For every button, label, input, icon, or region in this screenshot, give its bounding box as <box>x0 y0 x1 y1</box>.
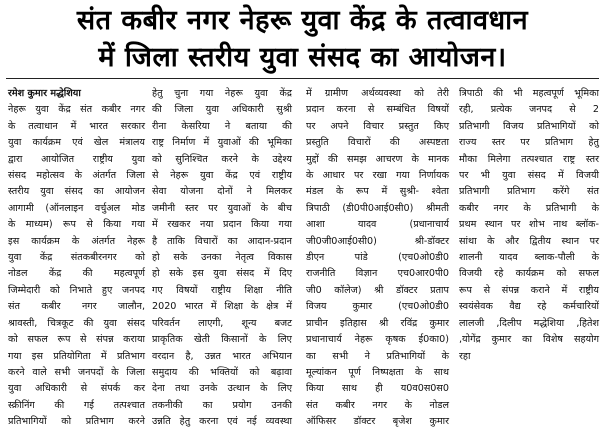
article-text-line: को सफल रूप से संपन्न कराया <box>8 334 145 346</box>
article-text-line: हो सके उनका नेतृत्व विकास <box>152 252 292 264</box>
article-text-line: प्राचीन इतिहास श्री रविंद्र कुमार <box>306 317 449 329</box>
article-text-line: प्रतिभागियों को प्रतिभाग करने <box>8 416 145 428</box>
article-text-line: रीना केसरिया ने बताया की <box>152 120 292 132</box>
article-text-line: जमीनी स्तर पर युवाओं के बीच <box>152 202 292 214</box>
article-text-line: युवा केंद्र संतकबीरनगर को <box>8 252 145 264</box>
article-text-line: में रखकर नया प्रदान किया गया <box>152 219 292 231</box>
article-column-3 <box>306 86 449 428</box>
article-column-4 <box>459 86 599 413</box>
article-text-line: कबीर नगर के प्रतिभागी के <box>459 202 599 214</box>
article-text-line: स्तरीय युवा संसद का आयोजन <box>8 186 145 198</box>
article-text-line: को सुनिश्चित करने के उद्देश्य <box>152 153 292 165</box>
article-text-line: त्रिपाठी (डी0पी0आई0सी0) श्रीमती <box>306 202 449 214</box>
article-text-line: आशा यादव (प्रधानाचार्य <box>306 219 449 231</box>
article-text-line: तकनीकी का प्रयोग उनकी <box>152 399 292 411</box>
headline-divider <box>6 78 599 79</box>
article-text-line: ऑफिसर डॉक्टर बृजेश कुमार <box>306 416 449 428</box>
article-text-line: परिवर्तन लाएगी, शून्य बजट <box>152 317 292 329</box>
article-text-line: प्रस्तुति विचारों की अस्पष्टता <box>306 137 449 149</box>
dateline: रमेश कुमार मद्धेशिया <box>8 88 81 99</box>
article-text-line: पर भी युवा संसद में विजयी <box>459 170 599 182</box>
article-text-line: प्रदान करना से सम्बंधित विषयों <box>306 104 449 116</box>
article-text-line: गए विषयों राष्ट्रीय शिक्षा नीति <box>152 284 292 296</box>
article-text-line: मंडल के रूप में सुश्री- श्वेता <box>306 186 449 198</box>
article-text-line: देना तथा उनके उत्थान के लिए <box>152 383 292 395</box>
headline-line-1: संत कबीर नगर नेहरू युवा केंद्र के तत्वावधान <box>76 5 529 36</box>
article-text-line: राजनीति विज्ञान एच0आर0पी0 <box>306 268 449 280</box>
article-text-line: करने वाले सभी जनपदों के जिला <box>8 366 145 378</box>
article-text-line: में ग्रामीण अर्थव्यवस्था को तेरी <box>306 88 449 99</box>
article-text-line: राज्य स्तर पर प्रतिभाग हेतु <box>459 137 599 149</box>
article-text-line: आगामी (ऑनलाइन वर्चुअल मोड <box>8 202 145 214</box>
article-text-line: जी0जी0आई0सी0) श्री-डॉक्टर <box>306 235 449 247</box>
article-text-line: लालजी ,दिलीप मद्धेशिया ,हितेश <box>459 317 599 329</box>
article-text-line: शालनी यादव ब्लाक-पौली के <box>459 252 599 264</box>
article-text-line: प्रथम स्थान पर शोभ नाथ ब्लॉक- <box>459 219 599 231</box>
article-column-1 <box>8 86 145 428</box>
article-column-2 <box>152 86 292 428</box>
article-text-line: इस कार्यक्रम के अंतर्गत नेहरू <box>8 235 145 247</box>
article-text-line: संसद महोत्सव के अंतर्गत जिला <box>8 170 145 182</box>
article-text-line: है ताकि विचारों का आदान-प्रदान <box>152 235 292 247</box>
article-text-line: का सभी ने प्रतिभागियों के <box>306 350 449 362</box>
article-text-line: संत कबीर नगर के नोडल <box>306 399 449 411</box>
article-text-line: ,योगेंद्र कुमार का विशेष सहयोग <box>459 334 599 346</box>
article-text-line: के माध्यम) रूप से किया गया <box>8 219 145 231</box>
article-text-line: सेवा योजना दोनों ने मिलकर <box>152 186 292 198</box>
article-text-line: नोडल केंद्र की महत्वपूर्ण <box>8 268 145 280</box>
article-text-line: उन्नति हेतु करना एवं नई व्यवस्था <box>152 416 292 428</box>
article-text-line: गया इस प्रतियोगिता में प्रतिभाग <box>8 350 145 362</box>
article-text-line: विजय कुमार (एच0ओ0डी0 <box>306 301 449 313</box>
article-text-line: मूल्यांकन पूर्ण निष्पक्षता के साथ <box>306 366 449 378</box>
article-text-line: मुद्दों की समझ आचरण के मानक <box>306 153 449 165</box>
article-text-line: विजयी रहे कार्यक्रम को सफल <box>459 268 599 280</box>
article-text-line: 2020 भारत में शिक्षा के क्षेत्र में <box>152 301 292 313</box>
article-text-line: द्वारा आयोजित राष्ट्रीय युवा <box>8 153 145 165</box>
article-text-line: के तत्वाधान में भारत सरकार <box>8 120 145 132</box>
article-text-line: त्रिपाठी की भी महत्वपूर्ण भूमिका <box>459 88 599 99</box>
headline-line-2: में जिला स्तरीय युवा संसद का आयोजन। <box>98 42 507 73</box>
article-text-line: की जिला युवा अधिकारी सुश्री <box>152 104 292 116</box>
article-text-line: रूप से संपन्न कराने में राष्ट्रीय <box>459 284 599 296</box>
article-text-line: से नेहरू युवा केंद्र एवं राष्ट्रीय <box>152 170 292 182</box>
article-text-line: स्वयंसेवक वैद्य रहे कर्मचारियों <box>459 301 599 313</box>
article-text-line: सांथा के और द्वितीय स्थान पर <box>459 235 599 247</box>
headline <box>0 2 605 76</box>
article-text-line: के आधार पर रखा गया निर्णायक <box>306 170 449 182</box>
article-text-line: प्रतिभागी प्रतिभाग करेंगे संत <box>459 186 599 198</box>
article-text-line: हो सके इस युवा संसद में दिए <box>152 268 292 280</box>
article-text-line: श्रावस्ती, चित्रकूट की युवा संसद <box>8 317 145 329</box>
article-text-line: संत कबीर नगर जालौन, <box>8 301 145 313</box>
article-text-line: वरदान है, उन्नत भारत अभियान <box>152 350 292 362</box>
article-text-line: स्क्रीनिंग की गई तत्पश्चात <box>8 399 145 411</box>
article-text-line: युवा कार्यक्रम एवं खेल मंत्रालय <box>8 137 145 149</box>
article-text-line: किया साथ ही य0व0स0स0 <box>306 383 449 395</box>
article-text-line: जी0 कॉलेज) श्री डॉक्टर प्रताप <box>306 284 449 296</box>
article-text-line: नेहरू युवा केंद्र संत कबीर नगर <box>8 104 145 116</box>
article-text-line: जिम्मेदारी को निभाते हुए जनपद <box>8 284 145 296</box>
article-text-line: प्रतिभागी विजय प्रतिभागियों को <box>459 120 599 132</box>
article-text-line: डीएन पांडे (एच0ओ0डी0 <box>306 252 449 264</box>
article-text-line: युवा अधिकारी से संपर्क कर <box>8 383 145 395</box>
article-text-line: प्रधानाचार्य नेहरू कृषक ई0का0) <box>306 334 449 346</box>
article-text-line: रहा <box>459 350 471 362</box>
article-text-line: पर अपने विचार प्रस्तुत किए <box>306 120 449 132</box>
article-text-line: मौका मिलेगा तत्पश्चात राष्ट्र स्तर <box>459 153 599 165</box>
article-text-line: प्राकृतिक खेती किसानों के लिए <box>152 334 292 346</box>
article-text-line: समुदाय की भक्तियों को बढ़ावा <box>152 366 292 378</box>
article-text-line: राष्ट्र निर्माण में युवाओं की भूमिका <box>152 137 292 149</box>
article-text-line: रही, प्रत्येक जनपद से 2 <box>459 104 599 116</box>
article-text-line: हेतु चुना गया नेहरू युवा केंद्र <box>152 88 292 99</box>
